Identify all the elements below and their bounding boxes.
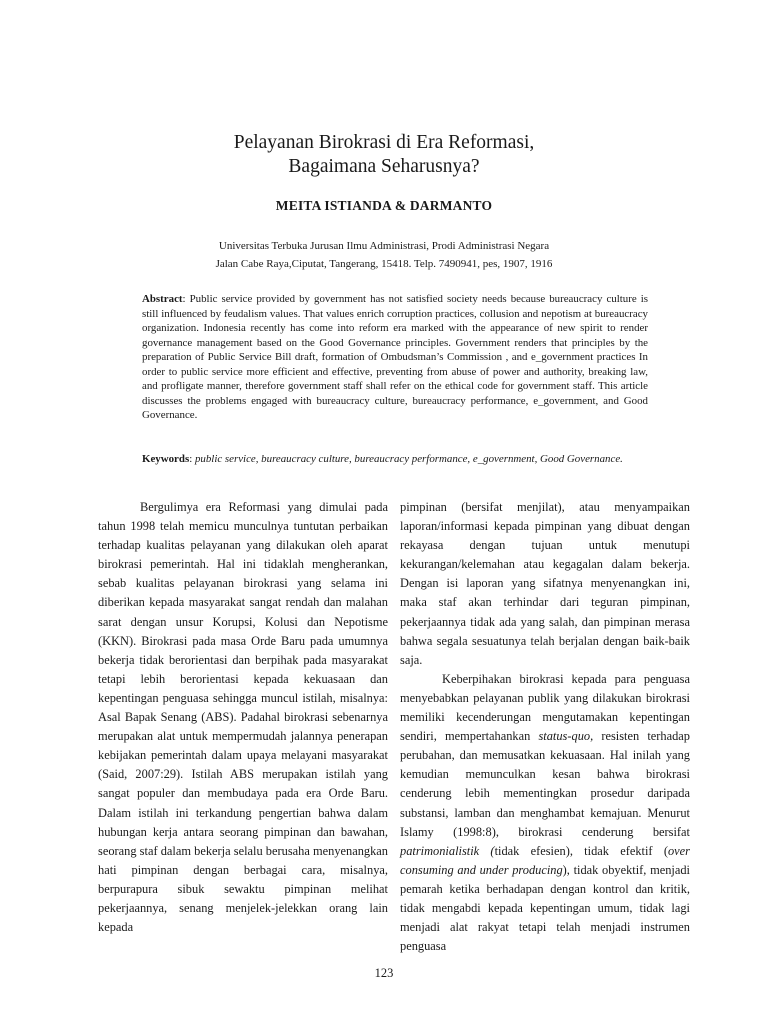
paragraph-3-part-b: resisten terhadap perubahan, dan memusatkan kekuasaan. Hal inilah yang kemudian memunculkan kesan bahwa birokrasi cenderung lebih mementingkan prosedur daripada substansi, lamban dan menghambat kemajuan. Menurut Islamy (1998:8), birokrasi cenderung bersifat	[400, 729, 690, 839]
affiliation-line-2: Jalan Cabe Raya,Ciputat, Tangerang, 15418. Telp. 7490941, pes, 1907, 1916	[215, 258, 553, 270]
patrimonialistik-term: patrimonialistik (	[400, 843, 495, 858]
body-paragraph-2: pimpinan (bersifat menjilat), atau menyampaikan laporan/informasi kepada pimpinan yang dibuat dengan rekayasa dengan tujuan untuk menutupi kekurangan/kelemahan atau kegagalan dalam bekerja. Dengan isi laporan yang sifatnya menyenangkan ini, maka staf akan terhindar dari teguran pimpinan, pekerjaannya tidak ada yang salah, dan pimpinan merasa bahwa segala sesuatunya telah berjalan dengan baik-baik saja.	[400, 500, 690, 667]
title-line-2: Bagaimana Seharusnya?	[288, 156, 480, 177]
body-column-right	[400, 498, 690, 956]
authors: MEITA ISTIANDA & DARMANTO	[275, 198, 493, 213]
abstract-text: : Public service provided by government has not satisfied society needs because bureaucracy culture is still influenced by feudalism values. That values enrich corruption practices, collusion and nepotism at bureaucracy organization. Indonesia recently has come into reform era marked with the appearance of new spirit to render governance management based on the Good Governance principles. Government renders that principles by the preparation of Public Service Bill draft, formation of Ombudsman’s Commission , and e_government practices In order to public service more efficient and effective, preventing from abuse of power and authority, breaking law, and profligate manner, therefore government staff shall refer on the ethical code for government staff. This article discusses the problems engaged with bureaucracy culture, bureaucracy performance, e_government, and Good Governance.	[142, 293, 648, 421]
affiliation-line-1: Universitas Terbuka Jurusan Ilmu Administrasi, Prodi Administrasi Negara	[218, 240, 550, 252]
keywords-label: Keywords	[142, 453, 190, 465]
paragraph-3-part-c: tidak efesien), tidak efektif (	[494, 843, 668, 858]
over-consuming-term: over consuming and under producing	[400, 843, 690, 877]
keywords-separator: :	[189, 453, 195, 465]
abstract	[142, 292, 648, 423]
title-line-1: Pelayanan Birokrasi di Era Reformasi,	[233, 132, 535, 153]
body-paragraph-1: Bergulimya era Reformasi yang dimulai pada tahun 1998 telah memicu munculnya tuntutan perbaikan terhadap kualitas pelayanan yang dilakukan oleh aparat birokrasi pemerintah. Hal ini tidaklah mengherankan, sebab kualitas pelayanan birokrasi yang selama ini diberikan kepada masyarakat sangat rendah dan malahan sarat dengan unsur Korupsi, Kolusi dan Nepotisme (KKN). Birokrasi pada masa Orde Baru pada umumnya bekerja tidak berorientasi dan berpihak pada masyarakat tetapi lebih berorientasi kepada kekuasaan dan kepentingan penguasa sehingga muncul istilah, misalnya: Asal Bapak Senang (ABS). Padahal birokrasi sebenarnya merupakan alat untuk mempermudah jalannya penerapan kebijakan pemerintah dalam upaya melayani masyarakat (Said, 2007:29). Istilah ABS merupakan istilah yang sangat populer dan membudaya pada era Orde Baru. Dalam istilah ini terkandung pengertian bahwa dalam hubungan kerja antara seorang pimpinan dan bawahan, seorang staf dalam bekerja selalu berusaha menyenangkan hati pimpinan dengan berbagai cara, misalnya, berpurapura sibuk sewaktu pimpinan melihat pekerjaannya, senang menjelek-jelekkan orang lain kepada	[98, 500, 388, 935]
abstract-label: Abstract	[142, 293, 183, 305]
affiliation	[0, 237, 768, 273]
article-title	[0, 131, 768, 179]
keywords-text: public service, bureaucracy culture, bureaucracy performance, e_government, Good Governance.	[194, 453, 623, 465]
body-column-left	[98, 498, 388, 937]
paragraph-3-part-d: ), tidak obyektif, menjadi pemarah ketika berhadapan dengan kontrol dan kritik, tidak mengabdi kepada kepentingan umum, tidak lagi menjadi alat rakyat tetapi telah menjadi instrumen penguasa	[400, 862, 690, 954]
keywords	[142, 452, 648, 467]
paragraph-3-part-a: Keberpihakan birokrasi kepada para penguasa menyebabkan pelayanan publik yang dilakukan birokrasi memiliki kecenderungan mengutamakan kepentingan sendiri, mempertahankan	[400, 671, 690, 744]
body-paragraph-3	[400, 670, 690, 956]
status-quo-term: status-quo,	[538, 729, 594, 744]
page-number: 123	[374, 966, 394, 980]
